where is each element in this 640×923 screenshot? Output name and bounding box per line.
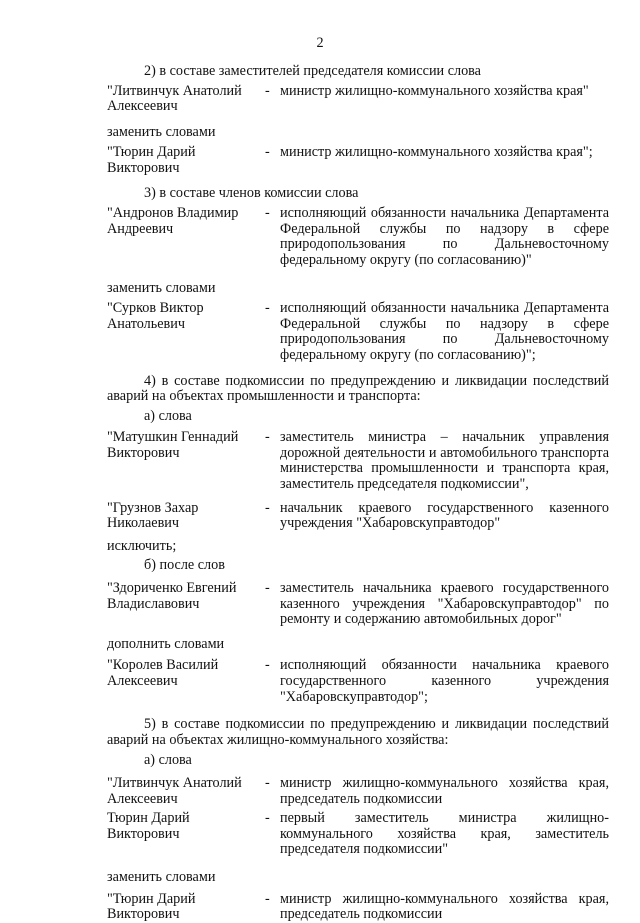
dash: - (265, 205, 270, 222)
person-name: "Сурков Виктор Анатольевич (107, 300, 204, 332)
position-description: министр жилищно-коммунального хозяйства края"; (280, 144, 593, 161)
dash: - (265, 657, 270, 674)
position-description: министр жилищно-коммунального хозяйства края" (280, 82, 589, 99)
dash: - (265, 810, 270, 827)
position-description: начальник краевого государственного казенного учреждения "Хабаровскуправтодор" (280, 499, 609, 532)
dash: - (265, 82, 270, 99)
person-name: "Королев Василий Алексеевич (107, 657, 219, 689)
position-description: министр жилищно-коммунального хозяйства края, председатель подкомиссии (280, 774, 609, 807)
person-name: "Тюрин Дарий Викторович (107, 890, 196, 923)
dash: - (265, 774, 270, 791)
dash: - (265, 300, 270, 317)
entry-s4-3 (107, 581, 609, 628)
person-name: "Матушкин Геннадий Викторович (107, 429, 239, 461)
exclude-phrase: исключить; (107, 537, 177, 554)
dash: - (265, 499, 270, 516)
entry-s4-1 (107, 430, 609, 492)
document-body (107, 64, 609, 923)
supplement-phrase: дополнить словами (107, 635, 225, 652)
person-name: "Здориченко Евгений Владиславович (107, 580, 237, 612)
section-5-heading: 5) в составе подкомиссии по предупреждению и ликвидации последствий аварий на объектах жилищно-коммунального хозяйства: (107, 716, 609, 748)
position-description: исполняющий обязанности начальника краевого государственного казенного учреждения "Хабаровскуправтодор"; (280, 657, 609, 705)
person-name: "Андронов Владимир Андреевич (107, 205, 239, 237)
section-3-heading: 3) в составе членов комиссии слова (144, 184, 359, 201)
dash: - (265, 580, 270, 597)
subsection-a-label: а) слова (144, 752, 192, 769)
entry-s3-new (107, 301, 609, 363)
person-name: Тюрин Дарий Викторович (107, 810, 190, 842)
dash: - (265, 429, 270, 446)
entry-s2-old (107, 84, 609, 115)
person-name: "Литвинчук Анатолий Алексеевич (107, 774, 242, 807)
entry-s2-new (107, 145, 609, 176)
replace-phrase: заменить словами (107, 123, 216, 140)
position-description: исполняющий обязанности начальника Департамента Федеральной службы по надзору в сфере природопользования по Дальневосточному федеральному округу (по согласованию)" (280, 205, 609, 268)
person-name: "Литвинчук Анатолий Алексеевич (107, 82, 242, 115)
subsection-a-label: а) слова (144, 407, 192, 424)
person-name: "Тюрин Дарий Викторович (107, 144, 196, 176)
replace-phrase: заменить словами (107, 868, 216, 885)
entry-s4-2 (107, 501, 609, 532)
entry-s4-4 (107, 658, 609, 705)
position-description: первый заместитель министра жилищно-коммунального хозяйства края, заместитель председателя подкомиссии" (280, 810, 609, 858)
entry-s5-3 (107, 892, 609, 923)
replace-phrase: заменить словами (107, 279, 216, 296)
person-name: "Грузнов Захар Николаевич (107, 499, 199, 532)
entry-s5-2 (107, 811, 609, 858)
subsection-b-label: б) после слов (144, 557, 225, 574)
page-number: 2 (316, 35, 324, 51)
section-2-heading: 2) в составе заместителей председателя комиссии слова (144, 63, 481, 79)
position-description: заместитель министра – начальник управления дорожной деятельности и автомобильного транспорта министерства промышленности и транспорта края, заместитель председателя подкомиссии", (280, 429, 609, 493)
dash: - (265, 144, 270, 161)
entry-s5-1 (107, 776, 609, 807)
position-description: заместитель начальника краевого государственного казенного учреждения "Хабаровскуправтодор" по ремонту и содержанию автомобильных дорог" (280, 580, 609, 628)
entry-s3-old (107, 206, 609, 268)
position-description: министр жилищно-коммунального хозяйства края, председатель подкомиссии (280, 890, 609, 923)
position-description: исполняющий обязанности начальника Департамента Федеральной службы по надзору в сфере природопользования по Дальневосточному федеральному округу (по согласованию)"; (280, 300, 609, 363)
section-4-heading: 4) в составе подкомиссии по предупреждению и ликвидации последствий аварий на объектах промышленности и транспорта: (107, 372, 609, 405)
dash: - (265, 890, 270, 907)
